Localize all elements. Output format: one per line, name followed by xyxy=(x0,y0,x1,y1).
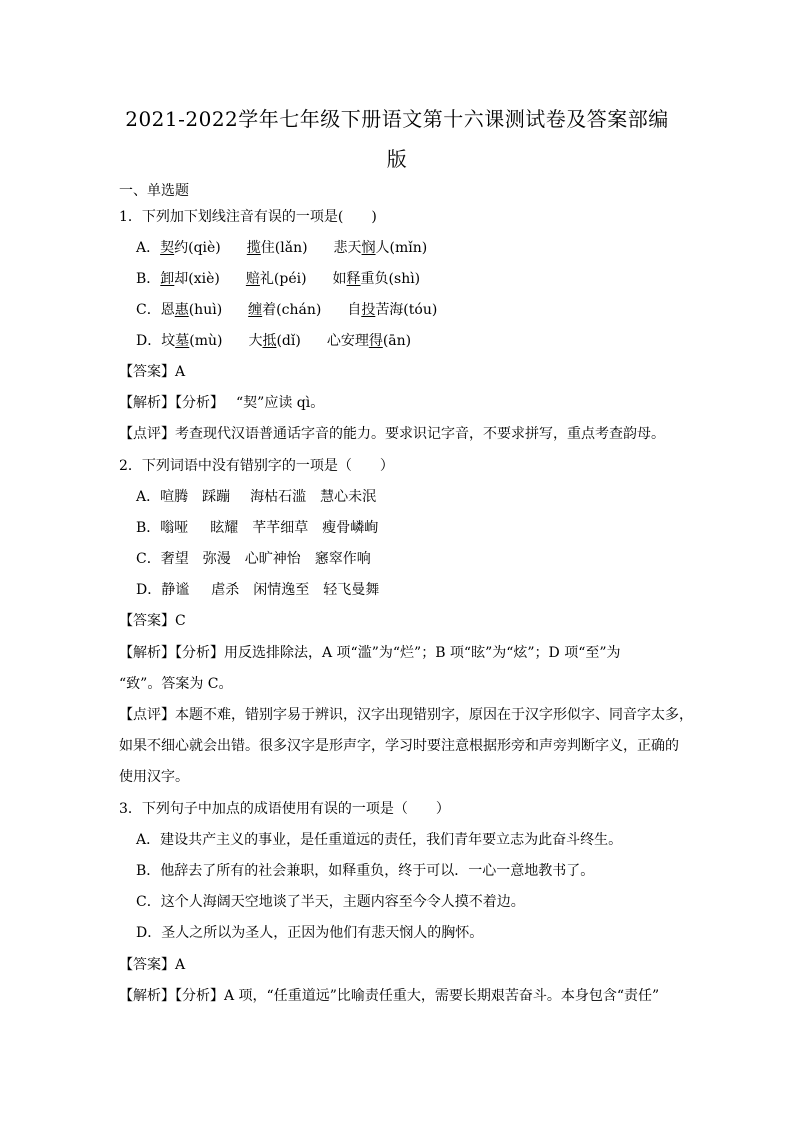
option-text: 礼(péi) xyxy=(259,271,307,287)
underlined-char: 契 xyxy=(160,240,175,256)
underlined-char: 卸 xyxy=(160,271,175,287)
q1-comment xyxy=(119,424,665,444)
q2-comment-line-3: 使用汉字。 xyxy=(119,769,189,785)
q2-option-c xyxy=(136,549,371,569)
underlined-char: 赔 xyxy=(245,271,260,287)
option-text: 约(qiè) xyxy=(174,240,221,256)
underlined-char: 揽 xyxy=(246,240,261,256)
option-word: 心旷神怡 xyxy=(244,551,301,567)
q2-option-b xyxy=(136,518,378,538)
comment-text: 本题不难，错别字易于辨识，汉字出现错别字，原因在于汉字形似字、同音字太多， xyxy=(175,707,693,723)
analysis-label: 【解析】【分析】 xyxy=(119,395,224,411)
option-text: 苦海(tóu) xyxy=(375,302,438,318)
answer-label: 【答案】 xyxy=(119,613,175,629)
q2-comment-line-1 xyxy=(119,705,693,725)
analysis-text: 用反选排除法，A 项“滥”为“烂”；B 项“眩”为“炫”；D 项“至”为 xyxy=(224,645,621,661)
q3-stem: 3．下列句子中加点的成语使用有误的一项是（ ） xyxy=(119,801,450,817)
underlined-char: 释 xyxy=(346,271,361,287)
option-word: 眩耀 xyxy=(210,520,239,536)
q3-option-d: D．圣人之所以为圣人，正因为他们有悲天悯人的胸怀。 xyxy=(136,925,484,941)
option-label: D． xyxy=(136,582,162,598)
analysis-label: 【解析】【分析】 xyxy=(119,988,224,1004)
option-word: 慧心未泯 xyxy=(320,489,377,505)
option-text: 却(xiè) xyxy=(174,271,220,287)
option-text: (ān) xyxy=(382,333,412,349)
option-word: 奢望 xyxy=(160,551,189,567)
q1-option-d xyxy=(136,331,411,351)
underlined-char: 缠 xyxy=(248,302,263,318)
option-label: C． xyxy=(136,551,161,567)
option-text: 重负(shì) xyxy=(360,271,421,287)
option-text: 住(lǎn) xyxy=(260,240,308,256)
q3-option-c: C．这个人海阔天空地谈了半天，主题内容至今令人摸不着边。 xyxy=(136,894,525,910)
option-text: (dǐ) xyxy=(276,333,301,349)
q1-option-b xyxy=(136,269,420,289)
option-text: 心安理 xyxy=(326,333,369,349)
option-text: (mù) xyxy=(189,333,223,349)
option-word: 瘦骨嶙峋 xyxy=(322,520,379,536)
option-word: 喧腾 xyxy=(160,489,189,505)
analysis-text: “契”应读 qì。 xyxy=(236,395,325,411)
q2-option-a xyxy=(136,487,376,507)
option-label: A． xyxy=(136,240,161,256)
option-word: 弥漫 xyxy=(202,551,231,567)
underlined-char: 抵 xyxy=(262,333,277,349)
option-label: B． xyxy=(136,520,161,536)
document-title-line-1: 2021-2022学年七年级下册语文第十六课测试卷及答案部编 xyxy=(125,107,669,131)
option-text: 恩 xyxy=(160,302,175,318)
option-text: 坟 xyxy=(161,333,176,349)
option-text: 大 xyxy=(248,333,263,349)
analysis-label: 【解析】【分析】 xyxy=(119,645,224,661)
option-label: D． xyxy=(136,333,162,349)
comment-text: 考查现代汉语普通话字音的能力。要求识记字音，不要求拼写，重点考查韵母。 xyxy=(175,426,665,442)
option-word: 海枯石滥 xyxy=(250,489,307,505)
q1-option-c xyxy=(136,300,437,320)
option-word: 静谧 xyxy=(161,582,190,598)
answer-label: 【答案】 xyxy=(119,957,175,973)
document-title-line-2: 版 xyxy=(386,147,408,171)
option-text: (huì) xyxy=(188,302,223,318)
q2-analysis-line-1 xyxy=(119,643,621,663)
answer-value: C xyxy=(175,613,186,629)
option-word: 窸窣作响 xyxy=(314,551,371,567)
option-word: 芊芊细草 xyxy=(252,520,309,536)
answer-value: A xyxy=(175,364,186,380)
option-word: 虐杀 xyxy=(211,582,240,598)
q2-analysis-line-2: “致”。答案为 C。 xyxy=(119,676,233,692)
option-word: 闲情逸至 xyxy=(253,582,310,598)
q2-option-d xyxy=(136,580,379,600)
q3-option-b: B．他辞去了所有的社会兼职，如释重负，终于可以．一心一意地教书了。 xyxy=(136,863,595,879)
option-word: 踩蹦 xyxy=(202,489,231,505)
q3-answer xyxy=(119,955,185,975)
comment-label: 【点评】 xyxy=(119,426,175,442)
q2-stem: 2．下列词语中没有错别字的一项是（ ） xyxy=(119,458,394,474)
q1-analysis xyxy=(119,393,324,413)
section-heading: 一、单选题 xyxy=(119,183,189,199)
q2-answer xyxy=(119,611,186,631)
q1-stem: 1．下列加下划线注音有误的一项是( ) xyxy=(119,209,377,225)
underlined-char: 得 xyxy=(368,333,383,349)
option-word: 轻飞曼舞 xyxy=(323,582,380,598)
option-text: 悲天 xyxy=(333,240,362,256)
option-text: 人(mǐn) xyxy=(375,240,428,256)
answer-label: 【答案】 xyxy=(119,364,175,380)
q3-option-a: A．建设共产主义的事业，是任重道远的责任，我们青年要立志为此奋斗终生。 xyxy=(136,832,623,848)
analysis-text: A 项，“任重道远”比喻责任重大，需要长期艰苦奋斗。本身包含“责任” xyxy=(224,988,660,1004)
q1-answer xyxy=(119,362,185,382)
answer-value: A xyxy=(175,957,186,973)
option-text: 如 xyxy=(332,271,347,287)
option-word: 嗡哑 xyxy=(160,520,189,536)
underlined-char: 投 xyxy=(361,302,376,318)
option-text: 自 xyxy=(347,302,362,318)
option-label: A． xyxy=(136,489,161,505)
comment-label: 【点评】 xyxy=(119,707,175,723)
underlined-char: 墓 xyxy=(175,333,190,349)
q3-analysis xyxy=(119,986,659,1006)
option-text: 着(chán) xyxy=(262,302,322,318)
option-label: B． xyxy=(136,271,161,287)
q2-comment-line-2: 如果不细心就会出错。很多汉字是形声字，学习时要注意根据形旁和声旁判断字义，正确的 xyxy=(119,738,679,754)
underlined-char: 惠 xyxy=(174,302,189,318)
q1-option-a xyxy=(136,238,427,258)
underlined-char: 悯 xyxy=(361,240,376,256)
option-label: C． xyxy=(136,302,161,318)
